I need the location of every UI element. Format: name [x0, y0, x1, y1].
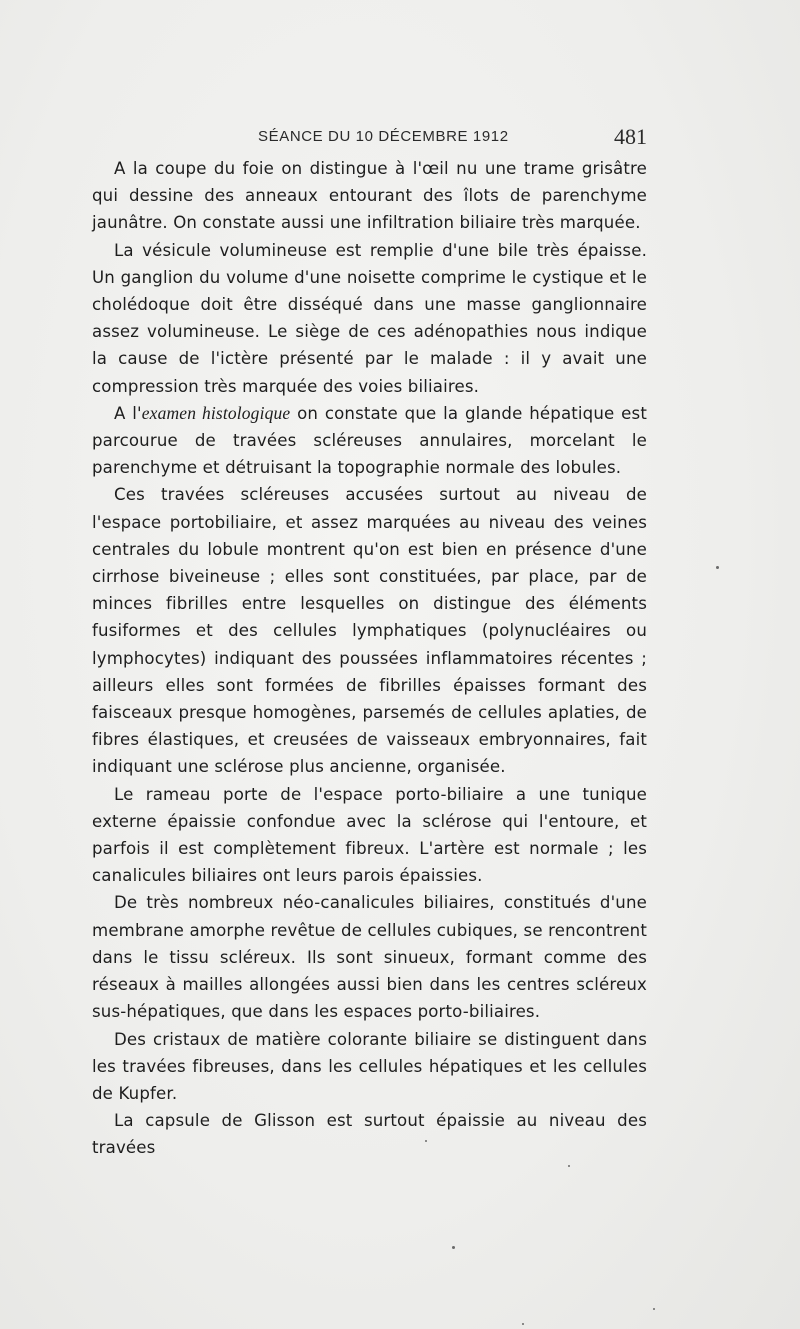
body-text [92, 155, 647, 1162]
page-number: 481 [614, 124, 647, 149]
italic-term-examen-histologique: examen histologique [141, 402, 291, 423]
paragraph-3 [92, 400, 647, 482]
paragraph-4: Ces travées scléreuses accusées surtout au niveau de l'espace portobiliaire, et assez marquées au niveau des veines centrales du lobule montrent qu'on est bien en présence d'une cirrhose biveineuse ; elles sont constituées, par place, par de minces fibrilles entre lesquelles on distingue des éléments fusiformes et des cellules lymphatiques (polynucléaires ou lymphocytes) indiquant des poussées inflammatoires récentes ; ailleurs elles sont formées de fibrilles épaisses formant des faisceaux presque homogènes, parsemés de cellules aplaties, de fibres élastiques, et creusées de vaisseaux embryonnaires, fait indiquant une sclérose plus ancienne, organisée. [92, 485, 647, 777]
scan-speck [522, 1323, 524, 1325]
scan-speck [568, 1165, 570, 1167]
paragraph-2: La vésicule volumineuse est remplie d'une bile très épaisse. Un ganglion du volume d'une noisette comprime le cystique et le cholédoque doit être disséqué dans une masse ganglionnaire assez volumineuse. Le siège de ces adénopathies nous indique la cause de l'ictère présenté par le malade : il y avait une compression très marquée des voies biliaires. [92, 240, 647, 396]
scan-speck [425, 1140, 427, 1142]
paragraph-1: A la coupe du foie on distingue à l'œil nu une trame grisâtre qui dessine des anneaux entourant des îlots de parenchyme jaunâtre. On constate aussi une infiltration biliaire très marquée. [92, 159, 647, 233]
paragraph-5: Le rameau porte de l'espace porto-biliaire a une tunique externe épaissie confondue avec la sclérose qui l'entoure, et parfois il est complètement fibreux. L'artère est normale ; les canalicules biliaires ont leurs parois épaissies. [92, 784, 647, 886]
scan-speck [653, 1308, 655, 1310]
scan-speck [452, 1246, 455, 1249]
running-head: SÉANCE DU 10 DÉCEMBRE 1912 [258, 128, 509, 145]
page-header [0, 124, 800, 154]
paragraph-6: De très nombreux néo-canalicules biliaires, constitués d'une membrane amorphe revêtue de cellules cubiques, se rencontrent dans le tissu scléreux. Ils sont sinueux, formant comme des réseaux à mailles allongées aussi bien dans les centres scléreux sus-hépatiques, que dans les espaces porto-biliaires. [92, 893, 647, 1022]
paragraph-3-lead: A l' [114, 403, 142, 423]
paragraph-8: La capsule de Glisson est surtout épaissie au niveau des travées [92, 1111, 647, 1158]
scan-speck [716, 566, 719, 569]
paragraph-7: Des cristaux de matière colorante biliaire se distinguent dans les travées fibreuses, dans les cellules hépatiques et les cellules de Kupfer. [92, 1029, 647, 1103]
paragraph-3-rest: on constate que la glande hépatique est parcourue de travées scléreuses annulaires, morcelant le parenchyme et détruisant la topographie normale des lobules. [92, 403, 647, 478]
